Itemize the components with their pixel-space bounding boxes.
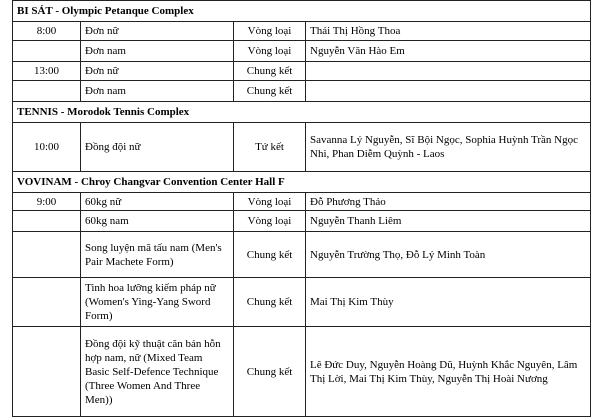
table-row: [13, 81, 591, 102]
round-cell: Chung kết: [234, 327, 306, 417]
section-header: [13, 1, 591, 22]
event-cell: Đồng đội kỹ thuật căn bản hỗn hợp nam, nữ (Mixed Team Basic Self-Defence Technique (Three Women And Three Men)): [81, 327, 234, 417]
athletes-cell: Nguyễn Văn Hào Em: [306, 41, 591, 62]
round-cell: Vòng loại: [234, 211, 306, 232]
athletes-cell: Nguyễn Thanh Liêm: [306, 211, 591, 232]
round-cell: Chung kết: [234, 232, 306, 278]
section-header: [13, 102, 591, 123]
athletes-cell: Mai Thị Kim Thùy: [306, 278, 591, 327]
time-cell: [13, 278, 81, 327]
event-cell: Đơn nam: [81, 81, 234, 102]
time-cell: 8:00: [13, 22, 81, 41]
table-row: [13, 22, 591, 41]
time-cell: [13, 211, 81, 232]
table-row: [13, 232, 591, 278]
section-title: BI SÁT - Olympic Petanque Complex: [13, 1, 591, 22]
section-title: TENNIS - Morodok Tennis Complex: [13, 102, 591, 123]
event-cell: Song luyện mã tấu nam (Men's Pair Machete Form): [81, 232, 234, 278]
round-cell: Tứ kết: [234, 123, 306, 172]
athletes-cell: Thái Thị Hồng Thoa: [306, 22, 591, 41]
event-cell: 60kg nam: [81, 211, 234, 232]
athletes-cell: Lê Đức Duy, Nguyễn Hoàng Dũ, Huỳnh Khắc Nguyên, Lâm Thị Lời, Mai Thị Kim Thùy, Nguyễn Thị Hoài Nương: [306, 327, 591, 417]
table-row: [13, 193, 591, 211]
athletes-cell: Savanna Lý Nguyễn, Sĩ Bội Ngọc, Sophia Huỳnh Trần Ngọc Nhi, Phan Diễm Quỳnh - Laos: [306, 123, 591, 172]
round-cell: Chung kết: [234, 278, 306, 327]
table-row: [13, 327, 591, 417]
table-row: [13, 41, 591, 62]
table-row: [13, 62, 591, 81]
time-cell: [13, 81, 81, 102]
schedule-table: [12, 0, 591, 417]
event-cell: Tinh hoa lưỡng kiếm pháp nữ (Women's Ying-Yang Sword Form): [81, 278, 234, 327]
time-cell: [13, 327, 81, 417]
athletes-cell: Đỗ Phương Thảo: [306, 193, 591, 211]
round-cell: Vòng loại: [234, 193, 306, 211]
event-cell: Đồng đội nữ: [81, 123, 234, 172]
athletes-cell: Nguyễn Trường Thọ, Đỗ Lý Minh Toàn: [306, 232, 591, 278]
time-cell: 10:00: [13, 123, 81, 172]
event-cell: Đơn nữ: [81, 62, 234, 81]
time-cell: 9:00: [13, 193, 81, 211]
round-cell: Chung kết: [234, 81, 306, 102]
time-cell: 13:00: [13, 62, 81, 81]
event-cell: Đơn nữ: [81, 22, 234, 41]
section-title: VOVINAM - Chroy Changvar Convention Center Hall F: [13, 172, 591, 193]
athletes-cell: [306, 62, 591, 81]
event-cell: Đơn nam: [81, 41, 234, 62]
athletes-cell: [306, 81, 591, 102]
section-header: [13, 172, 591, 193]
round-cell: Vòng loại: [234, 41, 306, 62]
round-cell: Chung kết: [234, 62, 306, 81]
table-row: [13, 278, 591, 327]
time-cell: [13, 41, 81, 62]
event-cell: 60kg nữ: [81, 193, 234, 211]
time-cell: [13, 232, 81, 278]
table-row: [13, 211, 591, 232]
table-row: [13, 123, 591, 172]
round-cell: Vòng loại: [234, 22, 306, 41]
